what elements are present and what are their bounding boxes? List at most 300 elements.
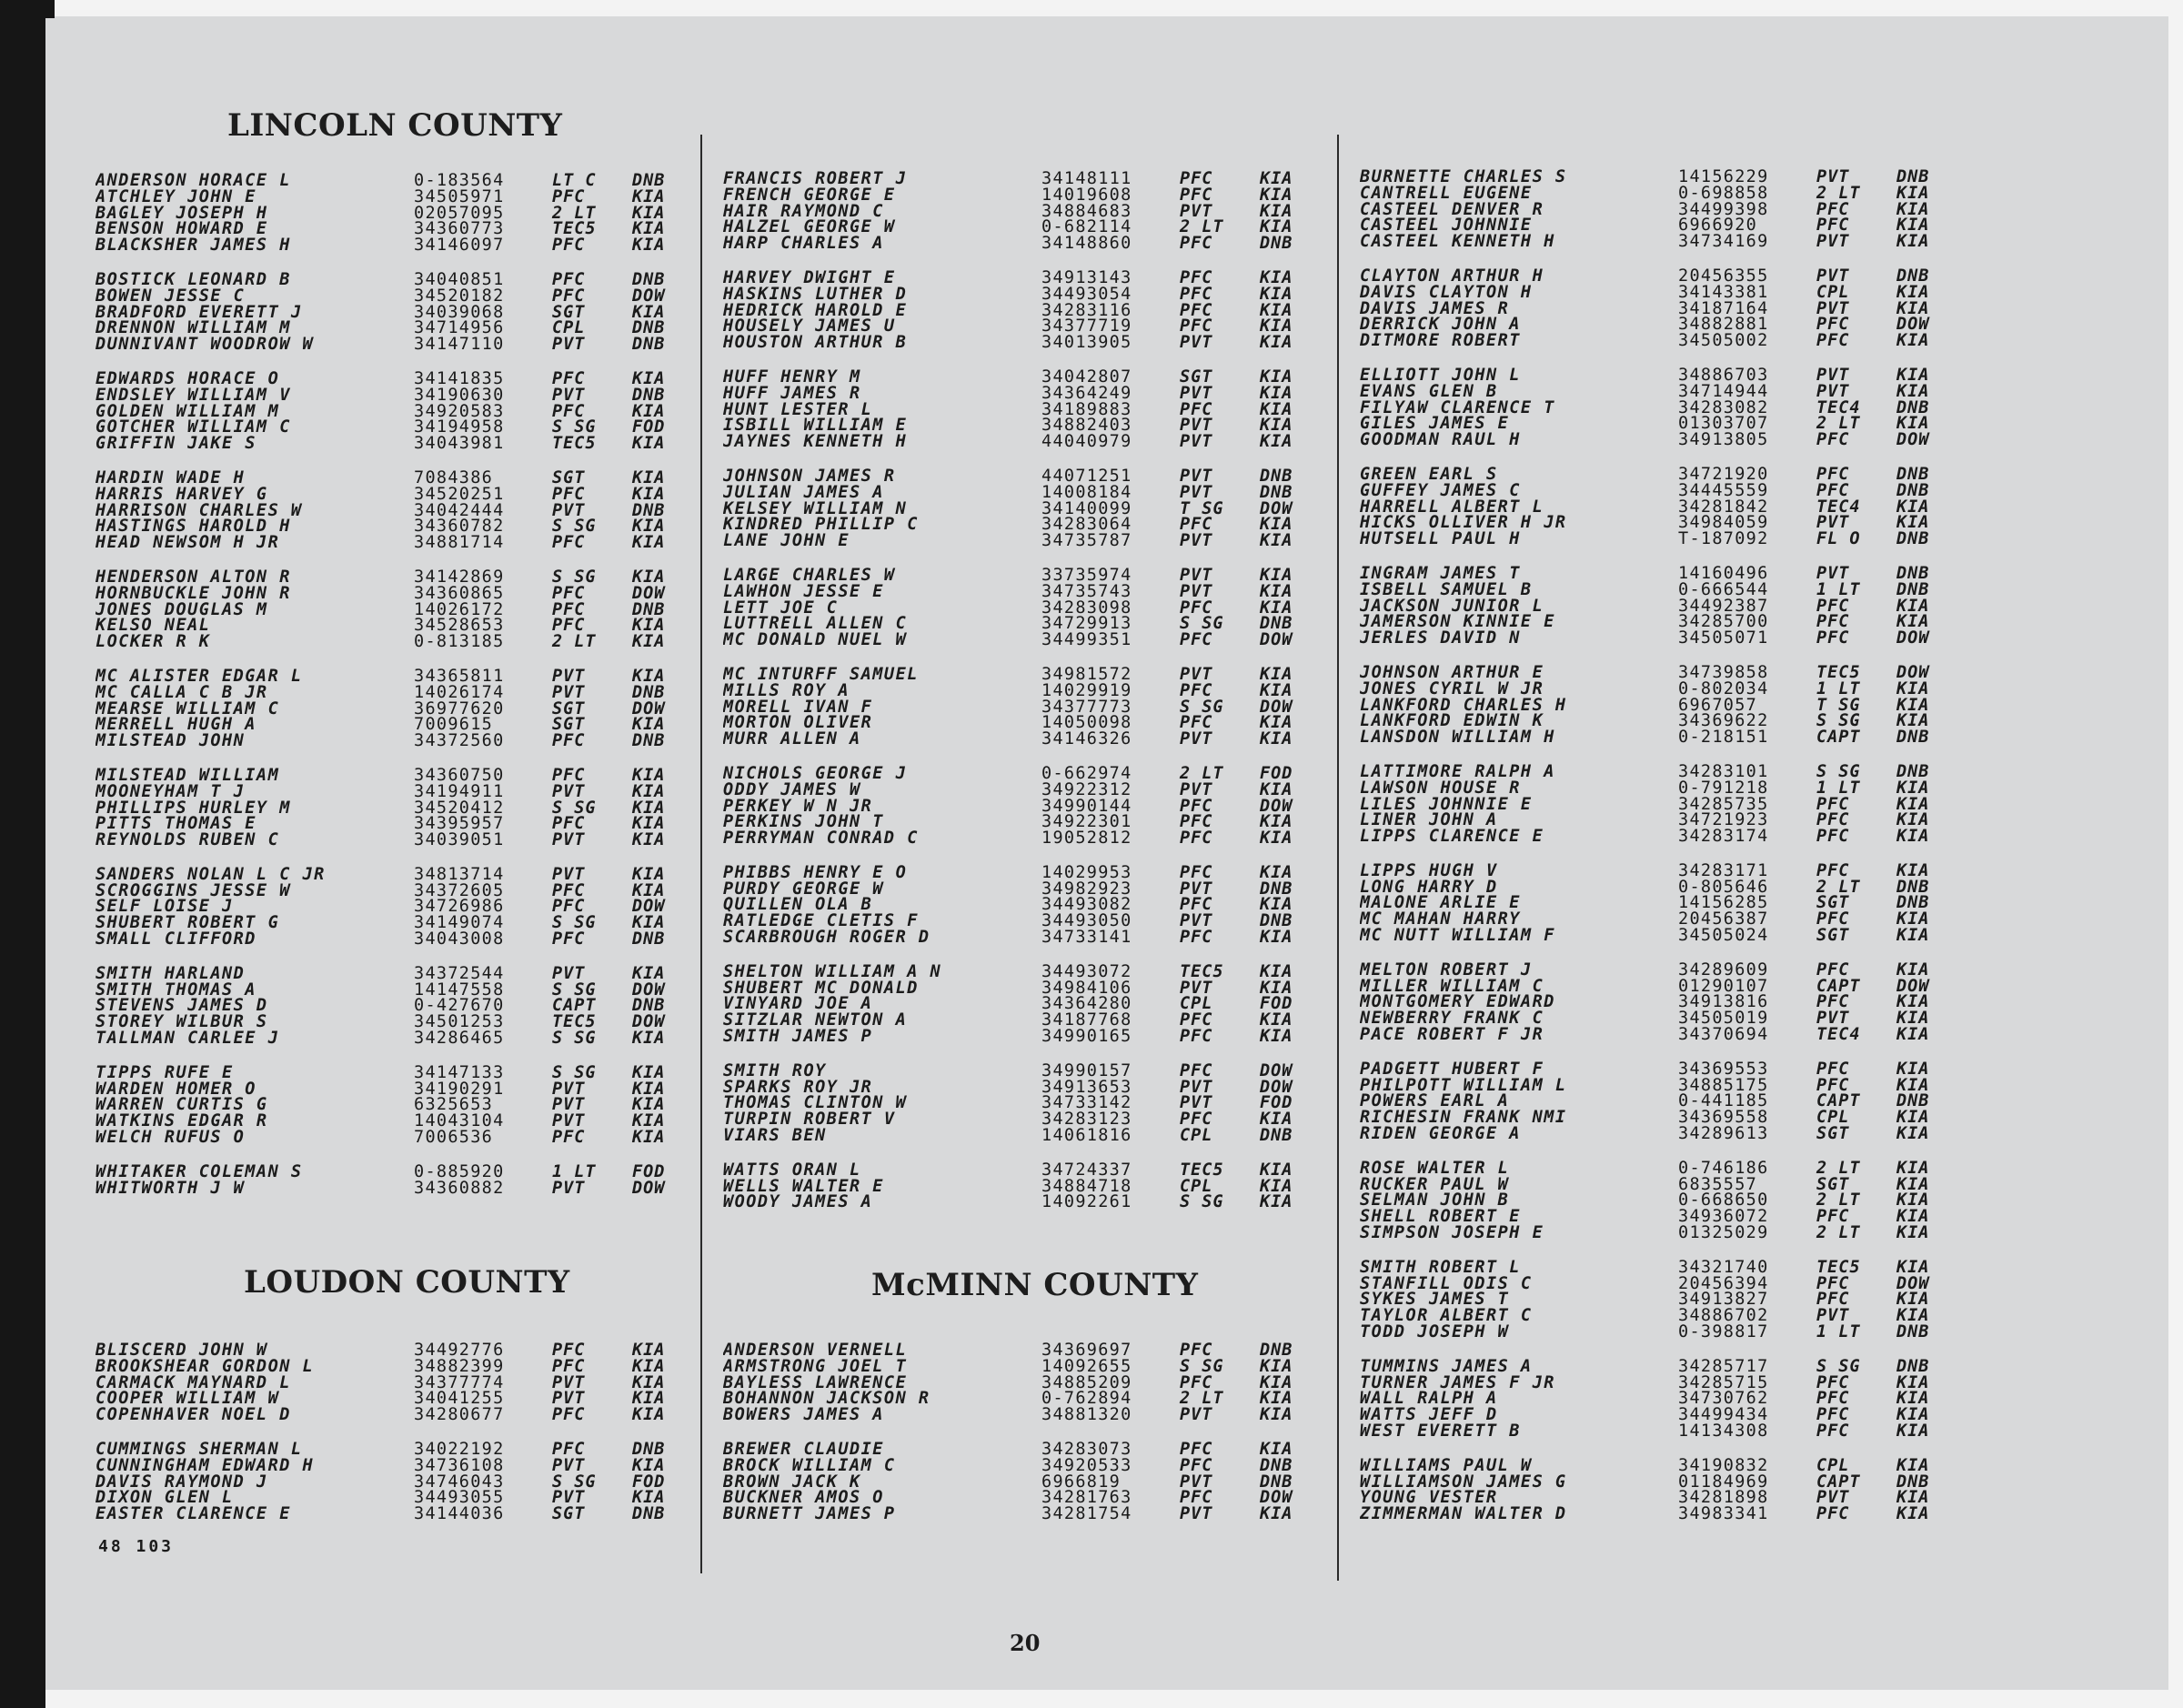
entry-rank: SGT bbox=[552, 1504, 586, 1524]
entry-serial-number: 44071251 bbox=[1041, 466, 1132, 486]
entry-rank: PFC bbox=[1180, 862, 1213, 882]
entry-name: STEVENS JAMES D bbox=[96, 998, 268, 1015]
entry-name: HARRELL ALBERT L bbox=[1360, 498, 1544, 516]
entry-rank: CPL bbox=[1180, 1126, 1213, 1146]
entry-serial-number: 34285717 bbox=[1678, 1356, 1769, 1376]
entry-serial-number: 6966920 bbox=[1678, 216, 1758, 236]
roster-group bbox=[723, 1439, 1360, 1524]
entry-name: BROWN JACK K bbox=[723, 1473, 861, 1491]
entry-rank: PFC bbox=[552, 929, 586, 949]
entry-rank: CAPT bbox=[1816, 1472, 1861, 1492]
entry-serial-number: 34813714 bbox=[414, 864, 505, 884]
entry-name: SMITH JAMES P bbox=[723, 1029, 873, 1045]
entry-rank: PFC bbox=[1816, 810, 1850, 830]
entry-serial-number: 0-885920 bbox=[414, 1161, 505, 1181]
roster-entry bbox=[723, 1029, 1360, 1045]
entry-status: KIA bbox=[1260, 432, 1293, 452]
entry-name: CUNNINGHAM EDWARD H bbox=[96, 1457, 315, 1474]
entry-rank: TEC5 bbox=[1816, 662, 1861, 682]
roster-entry bbox=[96, 832, 732, 849]
lincoln-roster-column bbox=[96, 173, 732, 1214]
entry-name: JERLES DAVID N bbox=[1360, 630, 1521, 647]
entry-status: KIA bbox=[1260, 978, 1293, 998]
entry-status: KIA bbox=[632, 666, 666, 686]
roster-group bbox=[723, 369, 1360, 450]
entry-name: KELSO NEAL bbox=[96, 618, 211, 635]
roster-entry bbox=[723, 632, 1360, 648]
entry-status: KIA bbox=[632, 963, 666, 983]
entry-status: KIA bbox=[1260, 284, 1293, 304]
entry-status: KIA bbox=[632, 467, 666, 487]
entry-name: BOHANNON JACKSON R bbox=[723, 1391, 931, 1408]
entry-rank: PFC bbox=[1180, 1027, 1213, 1047]
roster-entry bbox=[1360, 432, 1997, 448]
entry-rank: PFC bbox=[552, 583, 586, 603]
entry-name: WHITAKER COLEMAN S bbox=[96, 1163, 303, 1181]
roster-entry bbox=[723, 533, 1360, 549]
roster-entry bbox=[723, 236, 1360, 252]
entry-name: FRENCH GEORGE E bbox=[723, 186, 896, 204]
entry-serial-number: 34377719 bbox=[1041, 316, 1132, 337]
entry-serial-number: 34039051 bbox=[414, 830, 505, 850]
entry-name: DRENNON WILLIAM M bbox=[96, 320, 291, 337]
entry-serial-number: 34936072 bbox=[1678, 1207, 1769, 1227]
entry-status: FOD bbox=[632, 417, 666, 437]
entry-name: HUFF JAMES R bbox=[723, 385, 861, 402]
entry-status: DOW bbox=[1260, 796, 1293, 816]
entry-status: KIA bbox=[1896, 1025, 1930, 1045]
entry-status: KIA bbox=[1896, 1455, 1930, 1475]
entry-name: JOHNSON JAMES R bbox=[723, 467, 896, 485]
roster-entry bbox=[723, 286, 1360, 303]
entry-status: DOW bbox=[1260, 1077, 1293, 1097]
entry-name: DUNNIVANT WOODROW W bbox=[96, 337, 315, 353]
entry-rank: PVT bbox=[1816, 232, 1850, 252]
entry-rank: PFC bbox=[1816, 331, 1850, 351]
entry-name: BENSON HOWARD E bbox=[96, 221, 268, 238]
entry-status: DOW bbox=[1260, 697, 1293, 717]
entry-name: SMITH THOMAS A bbox=[96, 981, 257, 999]
entry-name: BRADFORD EVERETT J bbox=[96, 304, 303, 321]
entry-serial-number: 34041255 bbox=[414, 1389, 505, 1409]
entry-rank: PVT bbox=[1180, 482, 1213, 502]
entry-status: DNB bbox=[1896, 877, 1930, 897]
entry-name: ELLIOTT JOHN L bbox=[1360, 367, 1521, 384]
entry-serial-number: 0-183564 bbox=[414, 171, 505, 190]
entry-status: KIA bbox=[1260, 1372, 1293, 1392]
roster-entry bbox=[1360, 1160, 1997, 1177]
roster-group bbox=[96, 269, 732, 355]
entry-serial-number: 0-791218 bbox=[1678, 778, 1769, 798]
entry-rank: SGT bbox=[1816, 1124, 1850, 1144]
entry-status: KIA bbox=[1896, 331, 1930, 351]
entry-name: POWERS EARL A bbox=[1360, 1093, 1510, 1110]
entry-status: KIA bbox=[1896, 959, 1930, 980]
entry-serial-number: 34281842 bbox=[1678, 497, 1769, 517]
entry-rank: 2 LT bbox=[1816, 1223, 1861, 1243]
entry-name: EDWARDS HORACE O bbox=[96, 370, 280, 387]
entry-rank: PFC bbox=[1180, 928, 1213, 948]
entry-rank: PFC bbox=[1180, 399, 1213, 419]
entry-serial-number: 34493072 bbox=[1041, 961, 1132, 981]
entry-rank: PVT bbox=[1180, 201, 1213, 221]
roster-entry bbox=[1360, 531, 1997, 548]
entry-name: SHUBERT MC DONALD bbox=[723, 980, 919, 997]
entry-status: KIA bbox=[632, 1356, 666, 1376]
entry-serial-number: 14092655 bbox=[1041, 1356, 1132, 1376]
entry-rank: S SG bbox=[1180, 614, 1224, 634]
entry-serial-number: 01325029 bbox=[1678, 1223, 1769, 1243]
entry-status: KIA bbox=[1896, 513, 1930, 533]
entry-name: FRANCIS ROBERT J bbox=[723, 171, 908, 187]
entry-name: SHELL ROBERT E bbox=[1360, 1209, 1521, 1226]
roster-entry bbox=[96, 963, 732, 983]
entry-status: KIA bbox=[1260, 829, 1293, 849]
entry-status: KIA bbox=[1896, 909, 1930, 929]
entry-serial-number: 34144036 bbox=[414, 1504, 505, 1524]
entry-name: WALL RALPH A bbox=[1360, 1391, 1498, 1408]
entry-name: DAVIS RAYMOND J bbox=[96, 1473, 268, 1491]
entry-serial-number: 34499351 bbox=[1041, 630, 1132, 650]
entry-rank: TEC4 bbox=[1816, 497, 1861, 517]
entry-name: PACE ROBERT F JR bbox=[1360, 1027, 1544, 1043]
entry-status: DOW bbox=[1896, 976, 1930, 996]
entry-name: INGRAM JAMES T bbox=[1360, 565, 1521, 582]
entry-serial-number: 0-441185 bbox=[1678, 1091, 1769, 1111]
entry-serial-number: 34147133 bbox=[414, 1062, 505, 1082]
entry-serial-number: 34289609 bbox=[1678, 959, 1769, 980]
roster-group bbox=[96, 173, 732, 254]
entry-status: KIA bbox=[632, 715, 666, 735]
entry-serial-number: 34884683 bbox=[1041, 201, 1132, 221]
entry-serial-number: 34726986 bbox=[414, 897, 505, 917]
entry-status: FOD bbox=[1260, 763, 1293, 783]
roster-group bbox=[1360, 1356, 1997, 1441]
entry-serial-number: 14050098 bbox=[1041, 713, 1132, 733]
entry-name: SCROGGINS JESSE W bbox=[96, 882, 291, 899]
entry-status: KIA bbox=[1896, 1108, 1930, 1128]
entry-name: MILLER WILLIAM C bbox=[1360, 978, 1544, 995]
entry-serial-number: 34528653 bbox=[414, 616, 505, 636]
entry-name: HASTINGS HAROLD H bbox=[96, 518, 291, 536]
entry-rank: SGT bbox=[1816, 1174, 1850, 1194]
entry-serial-number: 0-662974 bbox=[1041, 763, 1132, 783]
entry-serial-number: 6325653 bbox=[414, 1095, 494, 1115]
entry-status: DNB bbox=[1260, 1126, 1293, 1146]
entry-status: KIA bbox=[1260, 729, 1293, 749]
entry-rank: 2 LT bbox=[552, 203, 597, 223]
entry-name: DAVIS CLAYTON H bbox=[1360, 284, 1533, 301]
entry-name: MC ALISTER EDGAR L bbox=[96, 668, 303, 685]
entry-status: KIA bbox=[1896, 794, 1930, 814]
entry-rank: PVT bbox=[1180, 466, 1213, 486]
entry-serial-number: 34370694 bbox=[1678, 1025, 1769, 1045]
entry-rank: TEC5 bbox=[1180, 961, 1224, 981]
entry-name: ANDERSON VERNELL bbox=[723, 1342, 908, 1359]
entry-status: KIA bbox=[632, 1455, 666, 1475]
entry-status: DOW bbox=[1260, 1060, 1293, 1080]
roster-group bbox=[1360, 464, 1997, 549]
entry-rank: PFC bbox=[552, 533, 586, 553]
entry-status: KIA bbox=[1896, 1075, 1930, 1095]
entry-serial-number: 34360865 bbox=[414, 583, 505, 603]
entry-serial-number: 34499398 bbox=[1678, 199, 1769, 219]
entry-serial-number: 44040979 bbox=[1041, 432, 1132, 452]
entry-rank: PFC bbox=[552, 814, 586, 834]
entry-rank: PFC bbox=[1816, 959, 1850, 980]
roster-entry bbox=[1360, 183, 1997, 203]
entry-status: KIA bbox=[632, 830, 666, 850]
entry-serial-number: 14029953 bbox=[1041, 862, 1132, 882]
entry-name: YOUNG VESTER bbox=[1360, 1490, 1498, 1507]
entry-rank: PFC bbox=[1816, 992, 1850, 1012]
entry-status: KIA bbox=[1260, 961, 1293, 981]
entry-name: ROSE WALTER L bbox=[1360, 1160, 1510, 1177]
entry-rank: 1 LT bbox=[1816, 678, 1861, 698]
entry-serial-number: 34505971 bbox=[414, 186, 505, 206]
loudon-roster-column bbox=[96, 1342, 732, 1541]
entry-name: HEDRICK HAROLD E bbox=[723, 302, 908, 319]
entry-serial-number: 34884718 bbox=[1041, 1176, 1132, 1196]
roster-entry bbox=[1360, 1455, 1997, 1475]
roster-entry bbox=[96, 1161, 732, 1181]
entry-rank: PVT bbox=[552, 1389, 586, 1409]
entry-serial-number: 34146326 bbox=[1041, 729, 1132, 749]
roster-entry bbox=[96, 387, 732, 404]
entry-status: DNB bbox=[632, 385, 666, 405]
entry-rank: PFC bbox=[1180, 267, 1213, 287]
entry-status: KIA bbox=[1896, 1389, 1930, 1409]
entry-serial-number: 34283171 bbox=[1678, 860, 1769, 880]
entry-status: KIA bbox=[632, 484, 666, 504]
entry-status: KIA bbox=[1260, 1439, 1293, 1459]
entry-name: GOODMAN RAUL H bbox=[1360, 432, 1521, 448]
roster-entry bbox=[96, 1506, 732, 1522]
entry-name: SIMPSON JOSEPH E bbox=[1360, 1225, 1544, 1241]
entry-name: JONES CYRIL W JR bbox=[1360, 680, 1544, 698]
entry-rank: S SG bbox=[552, 1472, 597, 1492]
entry-rank: 1 LT bbox=[1816, 579, 1861, 599]
entry-serial-number: 34369553 bbox=[1678, 1059, 1769, 1079]
roster-entry bbox=[723, 434, 1360, 450]
entry-serial-number: 34881714 bbox=[414, 533, 505, 553]
entry-status: KIA bbox=[1260, 928, 1293, 948]
entry-serial-number: 34043981 bbox=[414, 434, 505, 454]
entry-serial-number: 0-218151 bbox=[1678, 728, 1769, 748]
entry-serial-number: 34882399 bbox=[414, 1356, 505, 1376]
entry-status: KIA bbox=[1896, 711, 1930, 731]
entry-status: DOW bbox=[1896, 315, 1930, 335]
entry-serial-number: 34369558 bbox=[1678, 1108, 1769, 1128]
entry-name: LONG HARRY D bbox=[1360, 879, 1498, 896]
entry-serial-number: 34730762 bbox=[1678, 1389, 1769, 1409]
entry-status: DOW bbox=[1260, 630, 1293, 650]
roster-entry bbox=[1360, 1423, 1997, 1440]
entry-rank: S SG bbox=[1180, 1192, 1224, 1212]
entry-serial-number: 34042807 bbox=[1041, 367, 1132, 387]
roster-entry bbox=[1360, 959, 1997, 980]
roster-entry bbox=[723, 1194, 1360, 1211]
entry-status: KIA bbox=[1896, 1174, 1930, 1194]
entry-rank: PVT bbox=[552, 1079, 586, 1099]
roster-entry bbox=[96, 1455, 732, 1475]
entry-serial-number: 34141835 bbox=[414, 368, 505, 388]
entry-name: DERRICK JOHN A bbox=[1360, 316, 1521, 334]
entry-rank: S SG bbox=[552, 567, 597, 587]
entry-serial-number: 14156285 bbox=[1678, 893, 1769, 913]
entry-serial-number: 6966819 bbox=[1041, 1472, 1122, 1492]
entry-status: DNB bbox=[632, 269, 666, 289]
entry-rank: S SG bbox=[552, 517, 597, 537]
loudon-county-title: LOUDON COUNTY bbox=[244, 1264, 570, 1301]
roster-entry bbox=[723, 482, 1360, 502]
entry-status: KIA bbox=[1260, 779, 1293, 799]
entry-serial-number: 34194958 bbox=[414, 417, 505, 437]
entry-rank: CAPT bbox=[552, 996, 597, 1016]
entry-rank: PFC bbox=[1180, 185, 1213, 205]
entry-serial-number: 34735743 bbox=[1041, 581, 1132, 601]
roster-entry bbox=[723, 383, 1360, 403]
entry-serial-number: 34369622 bbox=[1678, 711, 1769, 731]
entry-serial-number: 34147110 bbox=[414, 335, 505, 355]
roster-entry bbox=[723, 1455, 1360, 1475]
entry-rank: PFC bbox=[1816, 1372, 1850, 1392]
entry-name: DAVIS JAMES R bbox=[1360, 300, 1510, 317]
entry-serial-number: 34445559 bbox=[1678, 480, 1769, 500]
entry-serial-number: 34286465 bbox=[414, 1029, 505, 1049]
entry-status: KIA bbox=[1896, 1158, 1930, 1178]
roster-entry bbox=[1360, 579, 1997, 599]
roster-entry bbox=[96, 1407, 732, 1423]
entry-serial-number: 0-762894 bbox=[1041, 1389, 1132, 1409]
entry-serial-number: 34882403 bbox=[1041, 416, 1132, 436]
entry-rank: 2 LT bbox=[1180, 1389, 1224, 1409]
entry-serial-number: 0-813185 bbox=[414, 632, 505, 652]
entry-rank: PVT bbox=[1180, 531, 1213, 551]
entry-name: KINDRED PHILLIP C bbox=[723, 517, 919, 534]
entry-rank: 2 LT bbox=[1180, 763, 1224, 783]
roster-entry bbox=[1360, 1506, 1997, 1522]
entry-rank: TEC4 bbox=[1816, 397, 1861, 417]
entry-status: KIA bbox=[1260, 1192, 1293, 1212]
entry-rank: PFC bbox=[1816, 612, 1850, 632]
entry-serial-number: 34040851 bbox=[414, 269, 505, 289]
entry-serial-number: 34022192 bbox=[414, 1439, 505, 1459]
entry-rank: PFC bbox=[1180, 630, 1213, 650]
entry-name: EASTER CLARENCE E bbox=[96, 1506, 291, 1522]
entry-rank: SGT bbox=[1180, 367, 1213, 387]
entry-name: BLACKSHER JAMES H bbox=[96, 237, 291, 254]
entry-serial-number: 34042444 bbox=[414, 500, 505, 520]
roster-entry bbox=[96, 1062, 732, 1082]
entry-rank: SGT bbox=[552, 715, 586, 735]
entry-rank: 2 LT bbox=[1816, 414, 1861, 434]
entry-status: DNB bbox=[632, 996, 666, 1016]
entry-status: KIA bbox=[1260, 217, 1293, 237]
entry-serial-number: 34505024 bbox=[1678, 926, 1769, 946]
entry-serial-number: 34733142 bbox=[1041, 1093, 1132, 1113]
entry-serial-number: 34143381 bbox=[1678, 282, 1769, 302]
entry-name: WILLIAMS PAUL W bbox=[1360, 1457, 1533, 1474]
roster-entry bbox=[96, 535, 732, 551]
entry-serial-number: 34285715 bbox=[1678, 1372, 1769, 1392]
entry-status: KIA bbox=[1260, 416, 1293, 436]
entry-status: DNB bbox=[632, 599, 666, 619]
entry-rank: PFC bbox=[552, 368, 586, 388]
entry-status: KIA bbox=[1896, 612, 1930, 632]
entry-rank: 2 LT bbox=[552, 632, 597, 652]
entry-status: KIA bbox=[1896, 810, 1930, 830]
entry-rank: PVT bbox=[1180, 779, 1213, 799]
entry-status: FOD bbox=[1260, 994, 1293, 1014]
entry-name: MORELL IVAN F bbox=[723, 698, 873, 716]
entry-name: HUTSELL PAUL H bbox=[1360, 531, 1521, 548]
entry-rank: CPL bbox=[1816, 1108, 1850, 1128]
entry-serial-number: 34281763 bbox=[1041, 1488, 1132, 1508]
entry-status: KIA bbox=[632, 236, 666, 256]
roster-group bbox=[96, 864, 732, 949]
entry-name: BOWEN JESSE C bbox=[96, 287, 246, 305]
entry-rank: PFC bbox=[1180, 598, 1213, 618]
entry-status: KIA bbox=[632, 616, 666, 636]
entry-name: RUCKER PAUL W bbox=[1360, 1176, 1510, 1193]
entry-name: LANSDON WILLIAM H bbox=[1360, 729, 1555, 746]
entry-rank: S SG bbox=[1816, 1356, 1861, 1376]
entry-serial-number: 34739858 bbox=[1678, 662, 1769, 682]
entry-rank: S SG bbox=[1816, 761, 1861, 781]
entry-serial-number: 34724337 bbox=[1041, 1160, 1132, 1180]
roster-entry bbox=[96, 1030, 732, 1047]
roster-entry bbox=[96, 781, 732, 801]
entry-rank: PVT bbox=[1180, 383, 1213, 403]
entry-name: RICHESIN FRANK NMI bbox=[1360, 1110, 1567, 1127]
entry-serial-number: 34882881 bbox=[1678, 315, 1769, 335]
entry-status: FOD bbox=[632, 1472, 666, 1492]
entry-serial-number: 34285735 bbox=[1678, 794, 1769, 814]
roster-entry bbox=[1360, 1027, 1997, 1043]
entry-rank: SGT bbox=[552, 302, 586, 322]
entry-rank: T SG bbox=[1180, 498, 1224, 518]
roster-entry bbox=[723, 187, 1360, 204]
entry-status: DNB bbox=[1896, 579, 1930, 599]
entry-rank: 2 LT bbox=[1816, 1191, 1861, 1211]
entry-name: HICKS OLLIVER H JR bbox=[1360, 515, 1567, 532]
entry-name: HAIR RAYMOND C bbox=[723, 203, 884, 220]
entry-serial-number: 33735974 bbox=[1041, 565, 1132, 585]
entry-name: PITTS THOMAS E bbox=[96, 816, 257, 833]
entry-name: BROOKSHEAR GORDON L bbox=[96, 1358, 315, 1375]
entry-serial-number: 34501253 bbox=[414, 1012, 505, 1032]
entry-rank: PVT bbox=[1816, 167, 1850, 186]
entry-status: KIA bbox=[1896, 926, 1930, 946]
entry-name: HENDERSON ALTON R bbox=[96, 568, 291, 586]
entry-rank: PFC bbox=[1816, 1422, 1850, 1441]
entry-status: KIA bbox=[632, 533, 666, 553]
entry-status: KIA bbox=[632, 1488, 666, 1508]
entry-name: HALZEL GEORGE W bbox=[723, 219, 896, 236]
entry-rank: S SG bbox=[552, 417, 597, 437]
roster-entry bbox=[1360, 630, 1997, 647]
roster-group bbox=[96, 569, 732, 650]
entry-serial-number: 14156229 bbox=[1678, 167, 1769, 186]
entry-rank: CPL bbox=[1180, 1176, 1213, 1196]
entry-status: KIA bbox=[1896, 1124, 1930, 1144]
entry-rank: PVT bbox=[1180, 1077, 1213, 1097]
entry-serial-number: 0-802034 bbox=[1678, 678, 1769, 698]
entry-status: DNB bbox=[1260, 911, 1293, 931]
roster-entry bbox=[1360, 333, 1997, 349]
roster-entry bbox=[723, 1407, 1360, 1423]
